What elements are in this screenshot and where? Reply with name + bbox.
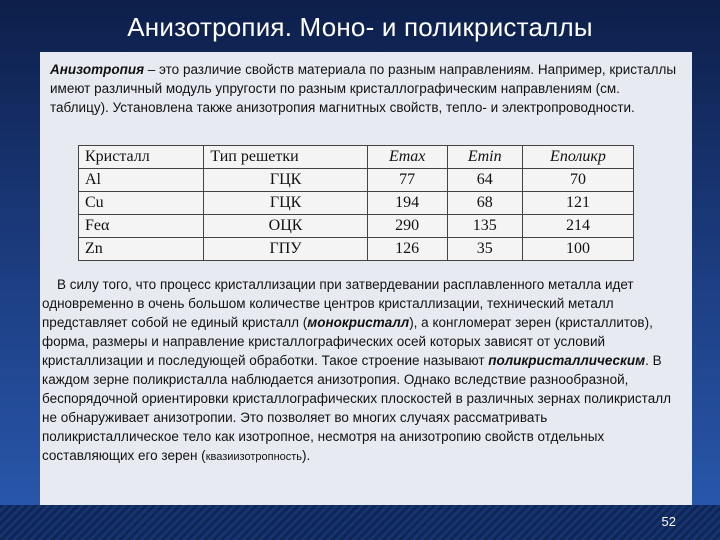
- cell-lattice: ГЦК: [204, 192, 367, 215]
- table-row: [79, 215, 634, 238]
- cell-epoly: 121: [522, 192, 633, 215]
- body-text-4: ).: [302, 448, 311, 463]
- cell-emin: 68: [447, 192, 522, 215]
- intro-text: – это различие свойств материала по разным направлениям. Например, кристаллы имеют различный модуль упругости по разным кристаллографическим направлениям (см. таблицу). Установлена также анизотропия магнитных свойств, тепло- и электропроводности.: [50, 62, 677, 115]
- table-header-row: [79, 146, 634, 169]
- cell-epoly: 100: [522, 238, 633, 261]
- slide-title: Анизотропия. Моно- и поликристаллы: [127, 12, 593, 42]
- body-paragraph: [42, 275, 682, 467]
- body-text-3: . В каждом зерне поликристалла наблюдается анизотропия. Однако вследствие разнообразной, беспорядочной ориентировки кристаллографических плоскостей в различных зернах поликристалл не обнаруживает анизотропии. Это позволяет во многих случаях рассматривать поликристаллическое тело как изотропное, несмотря на анизотропию свойств отдельных составляющих его зерен (: [42, 353, 671, 463]
- cell-crystal: Cu: [79, 192, 204, 215]
- cell-emax: 126: [367, 238, 447, 261]
- term-monocrystal: монокристалл: [307, 315, 410, 330]
- cell-emin: 135: [447, 215, 522, 238]
- body-text-2: ), а конгломерат зерен (кристаллитов), форма, размеры и направление кристаллографических осей которых зависят от условий кристаллизации и последующей обработки. Такое строение называют: [42, 315, 653, 368]
- header-lattice: Тип решетки: [204, 146, 367, 169]
- cell-crystal: Feα: [79, 215, 204, 238]
- body-text-1: В силу того, что процесс кристаллизации при затвердевании расплавленного металла идет одновременно в очень большом количестве центров кристаллизации, технический металл представляет собой не единый кристалл (: [42, 277, 634, 330]
- cell-emax: 77: [367, 169, 447, 192]
- cell-emax: 290: [367, 215, 447, 238]
- cell-emin: 64: [447, 169, 522, 192]
- page-number: 52: [661, 514, 676, 529]
- intro-paragraph: [50, 60, 680, 117]
- table-row: [79, 192, 634, 215]
- cell-lattice: ГЦК: [204, 169, 367, 192]
- header-crystal: Кристалл: [79, 146, 204, 169]
- term-quasi-isotropy: квазиизотропность: [205, 451, 303, 463]
- cell-emin: 35: [447, 238, 522, 261]
- table-row: [79, 238, 634, 261]
- cell-emax: 194: [367, 192, 447, 215]
- elastic-modulus-table: [78, 145, 634, 261]
- header-emax: Emax: [367, 146, 447, 169]
- cell-lattice: ОЦК: [204, 215, 367, 238]
- header-epoly: Eполикр: [522, 146, 633, 169]
- cell-lattice: ГПУ: [204, 238, 367, 261]
- footer-band: [0, 505, 720, 540]
- cell-epoly: 70: [522, 169, 633, 192]
- table-row: [79, 169, 634, 192]
- cell-crystal: Al: [79, 169, 204, 192]
- cell-epoly: 214: [522, 215, 633, 238]
- header-emin: Emin: [447, 146, 522, 169]
- term-anisotropy: Анизотропия: [50, 62, 145, 77]
- cell-crystal: Zn: [79, 238, 204, 261]
- term-polycrystalline: поликристаллическим: [488, 353, 646, 368]
